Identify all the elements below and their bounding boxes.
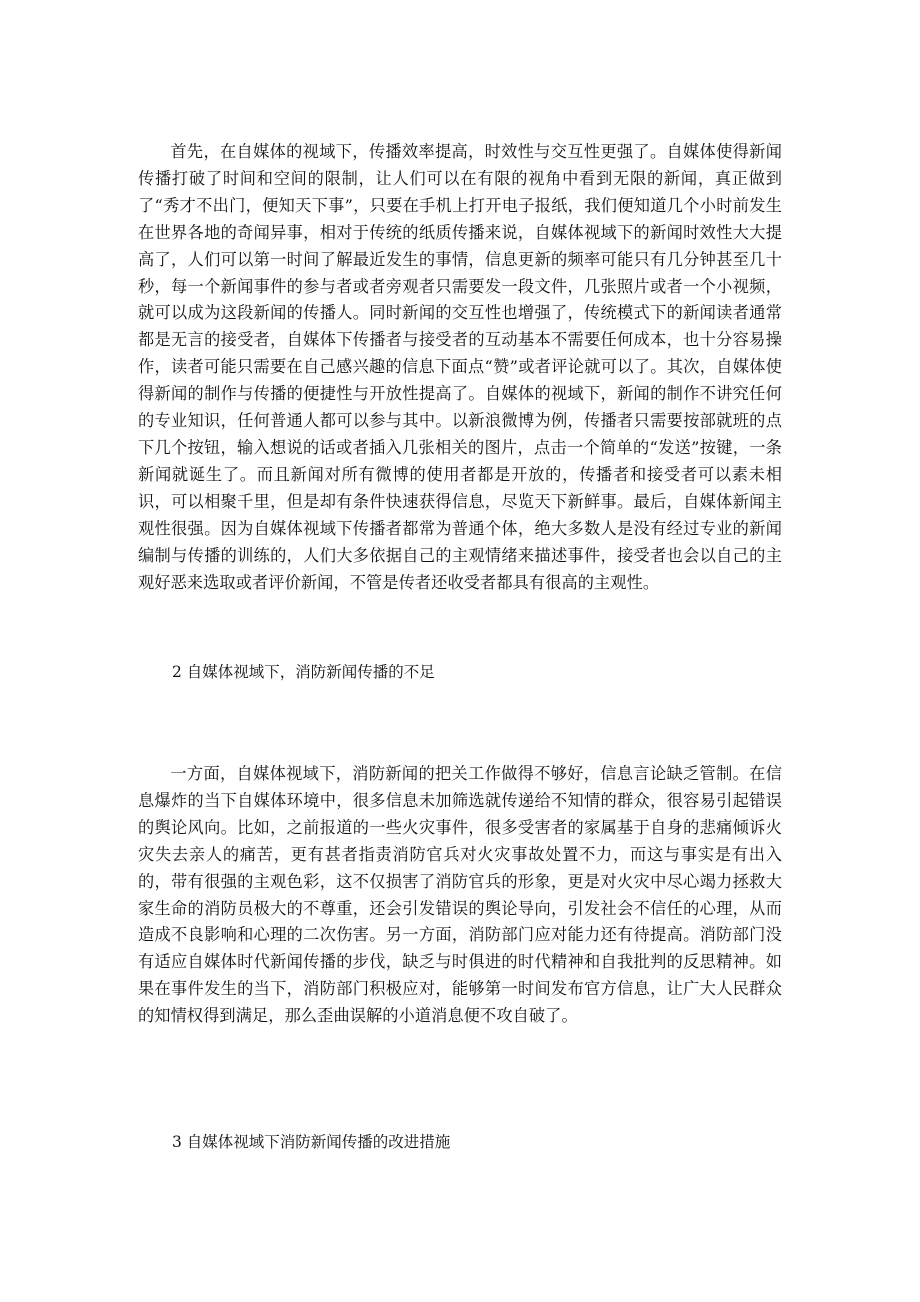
body-paragraph: 一方面，自媒体视域下，消防新闻的把关工作做得不够好，信息言论缺乏管制。在信息爆炸的当下自媒体环境中，很多信息未加筛选就传递给不知情的群众，很容易引起错误的舆论风向。比如，之前报道的一些火灾事件，很多受害者的家属基于自身的悲痛倾诉火灾失去亲人的痛苦，更有甚者指责消防官兵对火灾事故处置不力，而这与事实是有出入的，带有很强的主观色彩，这不仅损害了消防官兵的形象，更是对火灾中尽心竭力拯救大家生命的消防员极大的不尊重，还会引发错误的舆论导向，引发社会不信任的心理，从而造成不良影响和心理的二次伤害。另一方面，消防部门应对能力还有待提高。消防部门没有适应自媒体时代新闻传播的步伐，缺乏与时俱进的时代精神和自我批判的反思精神。如果在事件发生的当下，消防部门积极应对，能够第一时间发布官方信息，让广大人民群众的知情权得到满足，那么歪曲误解的小道消息便不攻自破了。: [138, 764, 782, 1026]
section-heading: 2 自媒体视域下，消防新闻传播的不足: [172, 663, 435, 681]
body-paragraph: 首先，在自媒体的视域下，传播效率提高，时效性与交互性更强了。自媒体使得新闻传播打破了时间和空间的限制，让人们可以在有限的视角中看到无限的新闻，真正做到了“秀才不出门，便知天下事”，只要在手机上打开电子报纸，我们便知道几个小时前发生在世界各地的奇闻异事，相对于传统的纸质传播来说，自媒体视域下的新闻时效性大大提高了，人们可以第一时间了解最近发生的事情，信息更新的频率可能只有几分钟甚至几十秒，每一个新闻事件的参与者或者旁观者只需要发一段文件，几张照片或者一个小视频，就可以成为这段新闻的传播人。同时新闻的交互性也增强了，传统模式下的新闻读者通常都是无言的接受者，自媒体下传播者与接受者的互动基本不需要任何成本，也十分容易操作，读者可能只需要在自己感兴趣的信息下面点“赞”或者评论就可以了。其次，自媒体使得新闻的制作与传播的便捷性与开放性提高了。自媒体的视域下，新闻的制作不讲究任何的专业知识，任何普通人都可以参与其中。以新浪微博为例，传播者只需要按部就班的点下几个按钮，输入想说的话或者插入几张相关的图片，点击一个简单的“发送”按键，一条新闻就诞生了。而且新闻对所有微博的使用者都是开放的，传播者和接受者可以素未相识，可以相聚千里，但是却有条件快速获得信息，尽览天下新鲜事。最后，自媒体新闻主观性很强。因为自媒体视域下传播者都常为普通个体，绝大多数人是没有经过专业的新闻编制与传播的训练的，人们大多依据自己的主观情绪来描述事件，接受者也会以自己的主观好恶来选取或者评价新闻，不管是传者还收受者都具有很高的主观性。: [138, 142, 782, 592]
section-heading: 3 自媒体视域下消防新闻传播的改进措施: [172, 1133, 451, 1151]
